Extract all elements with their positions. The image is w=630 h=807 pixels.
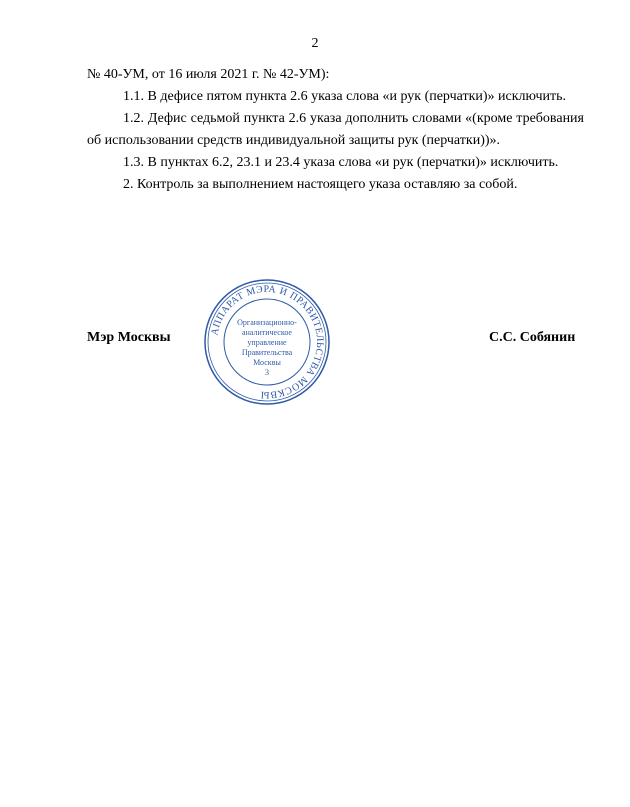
page-number: 2: [311, 36, 319, 51]
paragraph-1-3: 1.3. В пунктах 6.2, 23.1 и 23.4 указа слова «и рук (перчатки)» исключить.: [123, 155, 559, 170]
stamp-inner-text: [222, 318, 312, 378]
stamp-line: Москвы: [253, 358, 281, 367]
stamp-line: управление: [247, 338, 287, 347]
paragraph-2: 2. Контроль за выполнением настоящего указа оставляю за собой.: [123, 177, 518, 192]
signatory-name: С.С. Собянин: [489, 330, 576, 345]
document-body: [87, 64, 584, 196]
paragraph-1-2: 1.2. Дефис седьмой пункта 2.6 указа дополнить словами «(кроме требования об использовании средств индивидуальной защиты рук (перчатки))».: [87, 111, 584, 148]
signatory-position: Мэр Москвы: [87, 330, 171, 345]
stamp-line: 3: [265, 368, 269, 377]
svg-text:АППАРАТ МЭРА И ПРАВИТЕЛЬСТВА М: АППАРАТ МЭРА И ПРАВИТЕЛЬСТВА МОСКВЫ: [209, 283, 326, 401]
stamp-line: аналитическое: [242, 328, 292, 337]
stamp-line: Организационно-: [237, 318, 297, 327]
paragraph-0: № 40-УМ, от 16 июля 2021 г. № 42-УМ):: [87, 67, 330, 82]
stamp-line: Правительства: [241, 348, 293, 357]
paragraph-1-1: 1.1. В дефисе пятом пункта 2.6 указа слова «и рук (перчатки)» исключить.: [123, 89, 567, 104]
